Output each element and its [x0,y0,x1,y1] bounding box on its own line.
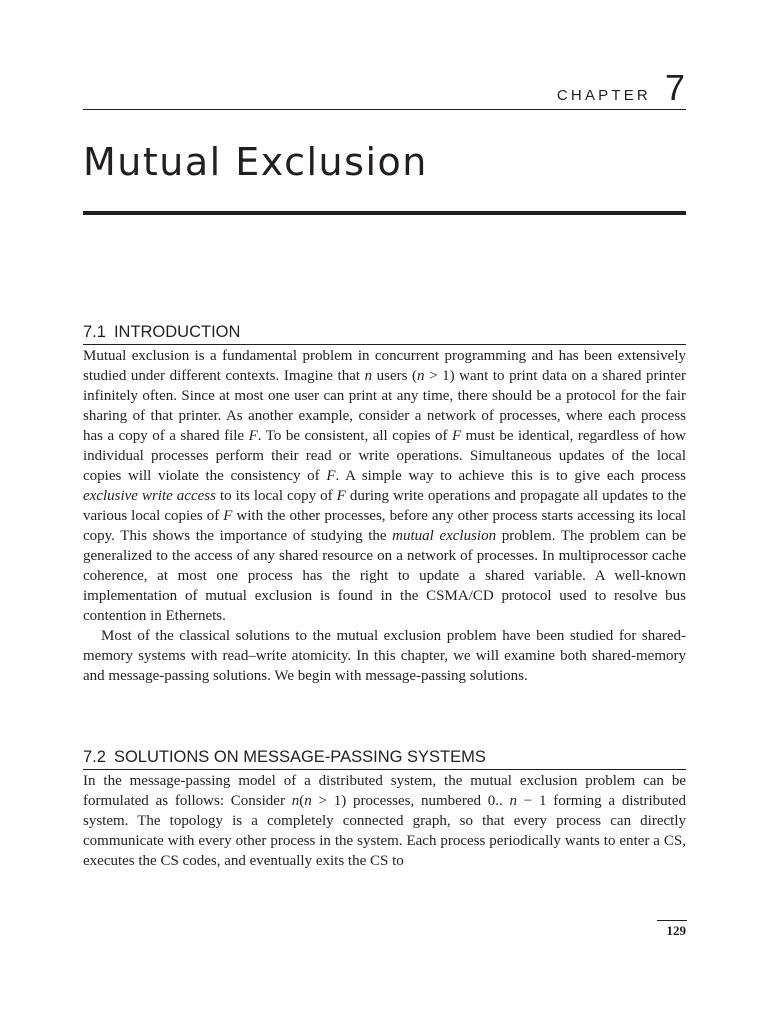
page-number: 129 [666,923,686,938]
paragraph: In the message-passing model of a distributed system, the mutual exclusion problem can be formulated as follows: Consider n(n > 1) processes, numbered 0.. n − 1 forming a distributed system. The topology is a completely connected graph, so that every process can directly communicate with every other process in the system. Each process periodically wants to enter a CS, executes the CS codes, and eventually exits the CS to [83,773,686,869]
header-rule [83,109,686,110]
chapter-word: CHAPTER [556,87,651,104]
section-title: INTRODUCTION [113,323,241,341]
chapter-label [556,67,685,108]
chapter-number: 7 [664,67,685,108]
section-heading-introduction [83,323,686,345]
section-heading-message-passing [83,748,686,770]
section-body-introduction [83,346,686,686]
title-rule [83,211,686,215]
section-number: 7.2 [83,748,106,766]
section-title: SOLUTIONS ON MESSAGE-PASSING SYSTEMS [113,748,486,766]
paragraph: Mutual exclusion is a fundamental problem in concurrent programming and has been extensively studied under different contexts. Imagine that n users (n > 1) want to print data on a shared printer infinitely often. Since at most one user can print at any time, there should be a protocol for the fair sharing of that printer. As another example, consider a network of processes, where each process has a copy of a shared file F. To be consistent, all copies of F must be identical, regardless of how individual processes perform their read or write operations. Simultaneous updates of the local copies will violate the consistency of F. A simple way to achieve this is to give each process exclusive write access to its local copy of F during write operations and propagate all updates to the various local copies of F with the other processes, before any other process starts accessing its local copy. This shows the importance of studying the mutual exclusion problem. The problem can be generalized to the access of any shared resource on a network of processes. In multiprocessor cache coherence, at most one process has the right to update a shared variable. A well-known implementation of mutual exclusion is found in the CSMA/CD protocol used to resolve bus contention in Ethernets. [83,348,687,624]
chapter-title: Mutual Exclusion [83,140,428,184]
section-body-message-passing [83,771,686,871]
paragraph: Most of the classical solutions to the mutual exclusion problem have been studied for shared-memory systems with read–write atomicity. In this chapter, we will examine both shared-memory and message-passing solutions. We begin with message-passing solutions. [83,628,686,684]
section-number: 7.1 [83,323,106,341]
page-number-rule [657,920,687,921]
